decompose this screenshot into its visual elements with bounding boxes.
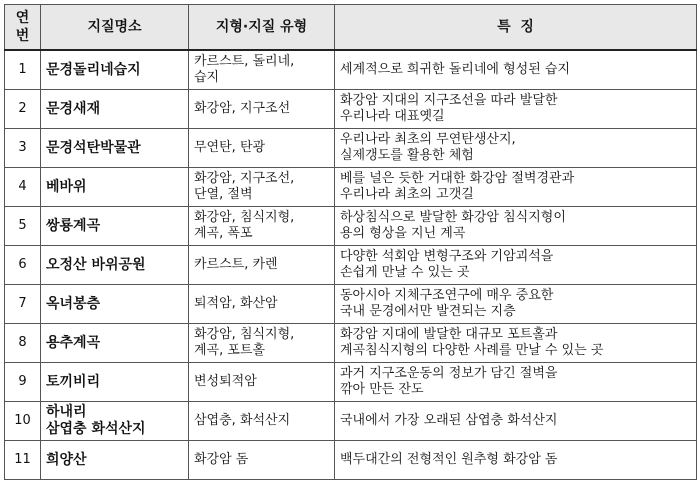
cell-site-name-line: 토끼비리 xyxy=(46,373,101,390)
cell-type xyxy=(189,324,335,363)
cell-feature-line: 국내 문경에서만 발견되는 지층 xyxy=(340,304,516,319)
cell-feature xyxy=(335,246,697,285)
table-body xyxy=(5,50,697,480)
cell-type-line: 퇴적암, 화산암 xyxy=(194,296,278,311)
cell-feature xyxy=(335,50,697,90)
cell-type-line: 화강암, 지구조선 xyxy=(194,101,291,116)
cell-type-line: 계곡, 폭포 xyxy=(194,226,253,241)
cell-number: 8 xyxy=(5,324,41,363)
cell-site-name xyxy=(41,441,189,480)
cell-feature-line: 화강암 지대의 지구조선을 따라 발달한 xyxy=(340,93,558,108)
cell-feature-line: 백두대간의 전형적인 원추형 화강암 돔 xyxy=(340,452,558,467)
cell-feature-line: 우리나라 대표옛길 xyxy=(340,109,445,124)
cell-feature xyxy=(335,285,697,324)
cell-type-line: 무연탄, 탄광 xyxy=(194,140,266,155)
cell-feature xyxy=(335,324,697,363)
cell-type-line: 화강암, 침식지형, xyxy=(194,327,295,342)
table-row xyxy=(5,90,697,129)
cell-site-name-line: 문경새재 xyxy=(46,100,101,117)
header-site-name: 지질명소 xyxy=(41,5,189,51)
header-number: 연 번 xyxy=(5,5,41,51)
cell-feature xyxy=(335,363,697,402)
cell-site-name-line: 하내리 xyxy=(46,404,87,420)
cell-type xyxy=(189,363,335,402)
cell-number: 6 xyxy=(5,246,41,285)
header-type: 지형·지질 유형 xyxy=(189,5,335,51)
cell-type-line: 습지 xyxy=(194,70,220,85)
cell-site-name xyxy=(41,285,189,324)
cell-type-line: 변성퇴적암 xyxy=(194,374,257,389)
cell-site-name xyxy=(41,207,189,246)
cell-feature-line: 하상침식으로 발달한 화강암 침식지형이 xyxy=(340,210,566,225)
cell-type xyxy=(189,441,335,480)
cell-feature-line: 용의 형상을 지닌 계곡 xyxy=(340,226,466,241)
cell-feature-line: 다양한 석회암 변형구조와 기암괴석을 xyxy=(340,249,554,264)
cell-site-name xyxy=(41,363,189,402)
cell-feature xyxy=(335,90,697,129)
cell-type xyxy=(189,168,335,207)
cell-site-name-line: 오정산 바위공원 xyxy=(46,256,146,273)
cell-type xyxy=(189,90,335,129)
table-row xyxy=(5,285,697,324)
table-row xyxy=(5,246,697,285)
cell-feature-line: 세계적으로 희귀한 돌리네에 형성된 습지 xyxy=(340,62,571,77)
table-row xyxy=(5,363,697,402)
cell-site-name xyxy=(41,246,189,285)
cell-feature-line: 베를 널은 듯한 거대한 화강암 절벽경관과 xyxy=(340,171,575,186)
cell-feature xyxy=(335,402,697,441)
cell-type xyxy=(189,207,335,246)
table-row xyxy=(5,324,697,363)
cell-site-name-line: 문경석탄박물관 xyxy=(46,139,141,156)
cell-site-name xyxy=(41,90,189,129)
table-row xyxy=(5,441,697,480)
cell-type-line: 단열, 절벽 xyxy=(194,187,253,202)
cell-feature-line: 깎아 만든 잔도 xyxy=(340,382,424,397)
cell-type-line: 화강암, 침식지형, xyxy=(194,210,295,225)
cell-feature xyxy=(335,207,697,246)
cell-feature xyxy=(335,168,697,207)
cell-feature-line: 국내에서 가장 오래된 삼엽충 화석산지 xyxy=(340,413,558,428)
cell-site-name xyxy=(41,168,189,207)
cell-type-line: 카르스트, 카렌 xyxy=(194,257,278,272)
cell-number: 3 xyxy=(5,129,41,168)
cell-number: 1 xyxy=(5,50,41,90)
cell-site-name-line: 용추계곡 xyxy=(46,334,101,351)
cell-feature-line: 계곡침식지형의 다양한 사례를 만날 수 있는 곳 xyxy=(340,343,604,358)
cell-site-name-line: 문경돌리네습지 xyxy=(46,61,141,78)
geosite-table xyxy=(4,4,697,480)
table-row xyxy=(5,129,697,168)
cell-type-line: 카르스트, 돌리네, xyxy=(194,54,295,69)
cell-site-name-line: 옥녀봉층 xyxy=(46,295,101,312)
table-header-row xyxy=(5,5,697,51)
table-row xyxy=(5,402,697,441)
cell-number: 10 xyxy=(5,402,41,441)
cell-number: 5 xyxy=(5,207,41,246)
table-row xyxy=(5,207,697,246)
cell-feature-line: 우리나라 최초의 무연탄생산지, xyxy=(340,132,516,147)
table-row xyxy=(5,50,697,90)
cell-site-name-line: 희양산 xyxy=(46,451,87,468)
cell-site-name xyxy=(41,50,189,90)
cell-type xyxy=(189,129,335,168)
cell-number: 9 xyxy=(5,363,41,402)
cell-site-name-line: 삼엽충 화석산지 xyxy=(46,421,146,437)
cell-site-name xyxy=(41,402,189,441)
cell-feature-line: 우리나라 최초의 고갯길 xyxy=(340,187,474,202)
cell-type-line: 삼엽충, 화석산지 xyxy=(194,413,291,428)
cell-type-line: 화강암, 지구조선, xyxy=(194,171,295,186)
cell-type xyxy=(189,246,335,285)
cell-site-name xyxy=(41,324,189,363)
cell-feature-line: 실제갱도를 활용한 체험 xyxy=(340,148,474,163)
cell-site-name-line: 쌍룡계곡 xyxy=(46,217,101,234)
cell-type xyxy=(189,402,335,441)
cell-feature-line: 동아시아 지체구조연구에 매우 중요한 xyxy=(340,288,554,303)
cell-feature-line: 손쉽게 만날 수 있는 곳 xyxy=(340,265,470,280)
cell-feature xyxy=(335,441,697,480)
cell-number: 4 xyxy=(5,168,41,207)
cell-number: 11 xyxy=(5,441,41,480)
cell-site-name-line: 베바위 xyxy=(46,178,87,195)
table-row xyxy=(5,168,697,207)
cell-type-line: 계곡, 포트홀 xyxy=(194,343,266,358)
header-feature: 특 징 xyxy=(335,5,697,51)
cell-feature-line: 화강암 지대에 발달한 대규모 포트홀과 xyxy=(340,327,558,342)
cell-type xyxy=(189,285,335,324)
cell-feature xyxy=(335,129,697,168)
cell-number: 2 xyxy=(5,90,41,129)
cell-type-line: 화강암 돔 xyxy=(194,452,249,467)
cell-type xyxy=(189,50,335,90)
cell-feature-line: 과거 지구조운동의 정보가 담긴 절벽을 xyxy=(340,366,558,381)
cell-site-name xyxy=(41,129,189,168)
cell-number: 7 xyxy=(5,285,41,324)
